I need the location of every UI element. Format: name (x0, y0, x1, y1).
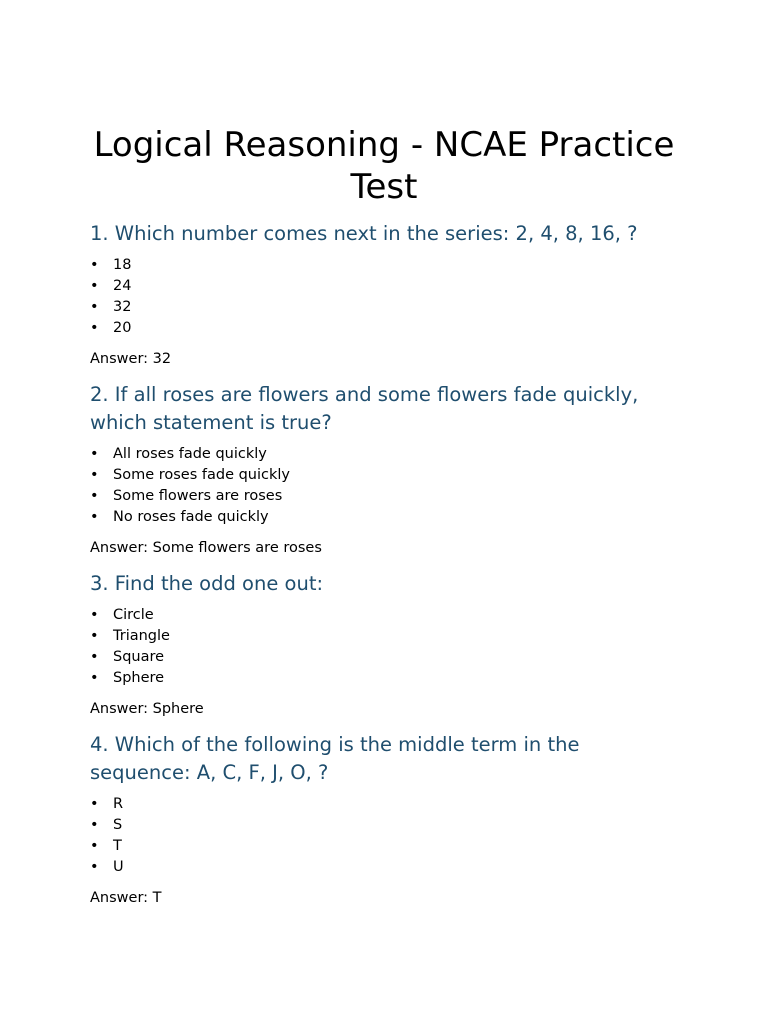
bullet-icon: • (90, 257, 99, 273)
bullet-icon: • (90, 796, 99, 812)
options-list (90, 444, 678, 528)
option-label: No roses fade quickly (113, 509, 269, 525)
option-label: 20 (113, 320, 132, 336)
option-label: Some roses fade quickly (113, 467, 291, 483)
option-item (90, 444, 678, 465)
option-label: Triangle (113, 628, 170, 644)
option-item (90, 857, 678, 878)
options-list (90, 794, 678, 878)
option-label: 18 (113, 257, 132, 273)
page-title: Logical Reasoning - NCAE Practice Test (93, 125, 675, 207)
option-item (90, 626, 678, 647)
option-item (90, 836, 678, 857)
question-1 (90, 220, 678, 369)
bullet-icon: • (90, 859, 99, 875)
options-list (90, 255, 678, 339)
option-item (90, 815, 678, 836)
bullet-icon: • (90, 628, 99, 644)
question-4 (90, 731, 678, 908)
option-label: 32 (113, 299, 132, 315)
option-item (90, 605, 678, 626)
option-item (90, 647, 678, 668)
bullet-icon: • (90, 299, 99, 315)
option-label: Circle (113, 607, 154, 623)
option-item (90, 255, 678, 276)
option-label: Some flowers are roses (113, 488, 283, 504)
question-heading: 4. Which of the following is the middle term in the sequence: A, C, F, J, O, ? (90, 733, 580, 784)
option-label: Square (113, 649, 165, 665)
bullet-icon: • (90, 817, 99, 833)
bullet-icon: • (90, 509, 99, 525)
question-3 (90, 570, 678, 719)
bullet-icon: • (90, 446, 99, 462)
option-item (90, 318, 678, 339)
answer-text: Answer: T (90, 890, 162, 906)
bullet-icon: • (90, 278, 99, 294)
option-label: S (113, 817, 123, 833)
bullet-icon: • (90, 838, 99, 854)
option-label: Sphere (113, 670, 165, 686)
option-item (90, 297, 678, 318)
bullet-icon: • (90, 467, 99, 483)
question-heading: 2. If all roses are flowers and some flowers fade quickly, which statement is true? (90, 383, 639, 434)
answer-text: Answer: Some flowers are roses (90, 540, 322, 556)
question-2 (90, 381, 678, 558)
answer-text: Answer: 32 (90, 351, 172, 367)
bullet-icon: • (90, 670, 99, 686)
option-label: 24 (113, 278, 132, 294)
option-item (90, 507, 678, 528)
option-label: R (113, 796, 124, 812)
bullet-icon: • (90, 607, 99, 623)
option-item (90, 276, 678, 297)
options-list (90, 605, 678, 689)
option-item (90, 486, 678, 507)
option-item (90, 668, 678, 689)
bullet-icon: • (90, 649, 99, 665)
question-heading: 3. Find the odd one out: (90, 572, 324, 595)
question-heading: 1. Which number comes next in the series: 2, 4, 8, 16, ? (90, 222, 638, 245)
option-item (90, 465, 678, 486)
bullet-icon: • (90, 488, 99, 504)
option-item (90, 794, 678, 815)
option-label: U (113, 859, 124, 875)
answer-text: Answer: Sphere (90, 701, 204, 717)
option-label: T (113, 838, 122, 854)
option-label: All roses fade quickly (113, 446, 267, 462)
bullet-icon: • (90, 320, 99, 336)
